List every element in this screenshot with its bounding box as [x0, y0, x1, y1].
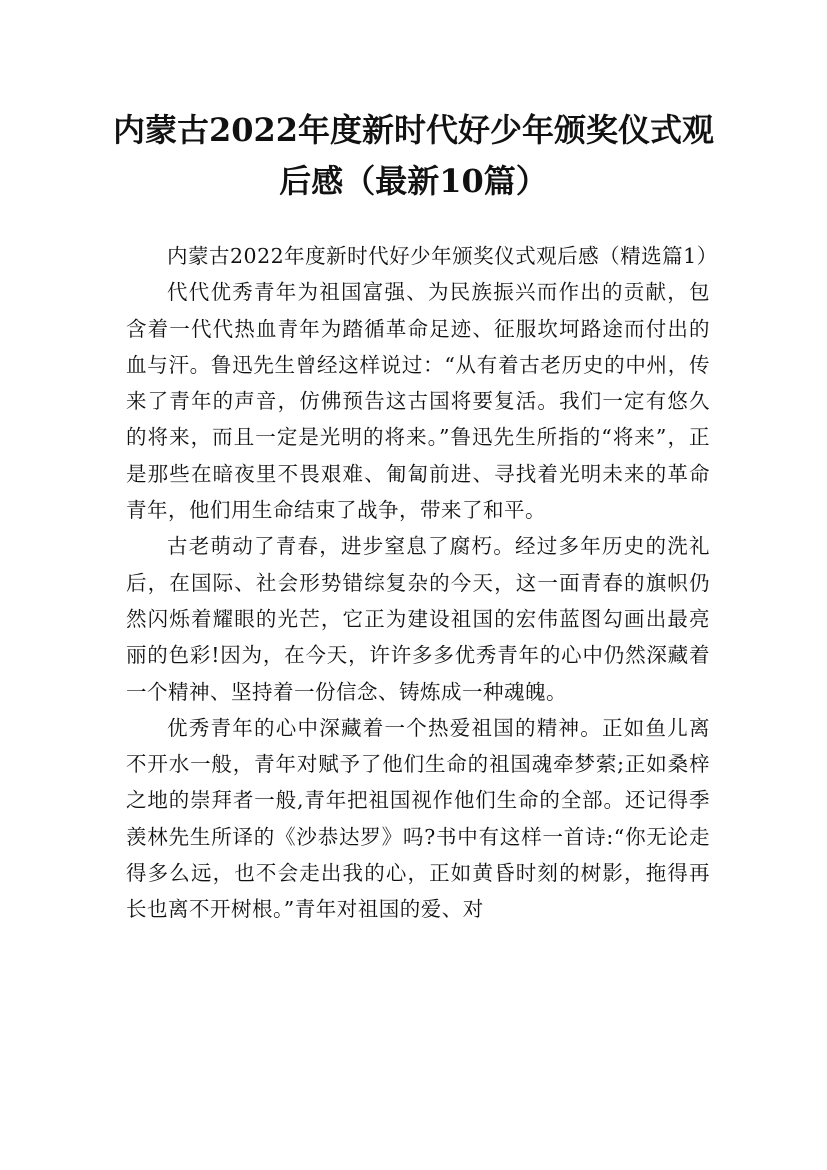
section-heading: 内蒙古2022年度新时代好少年颁奖仪式观后感（精选篇1）	[167, 244, 718, 268]
title-line-2: 后感（最新10篇）	[279, 162, 548, 200]
document-title	[100, 105, 727, 207]
document-body	[126, 238, 718, 928]
paragraph-1: 代代优秀青年为祖国富强、为民族振兴而作出的贡献，包含着一代代热血青年为踏循革命足迹、征服坎坷路途而付出的血与汗。鲁迅先生曾经这样说过：“从有着古老历史的中州，传来了青年的声音，仿佛预告这古国将要复活。我们一定有悠久的将来，而且一定是光明的将来。”鲁迅先生所指的“将来”，正是那些在暗夜里不畏艰难、匍匐前进、寻找着光明未来的革命青年，他们用生命结束了战争，带来了和平。	[126, 280, 710, 523]
paragraph-3: 优秀青年的心中深藏着一个热爱祖国的精神。正如鱼儿离不开水一般，青年对赋予了他们生命的祖国魂牵梦萦;正如桑梓之地的崇拜者一般,青年把祖国视作他们生命的全部。还记得季羡林先生所译的《沙恭达罗》吗?书中有这样一首诗:“你无论走得多么远，也不会走出我的心，正如黄昏时刻的树影，拖得再长也离不开树根。”青年对祖国的爱、对	[126, 715, 710, 922]
paragraph-2: 古老萌动了青春，进步窒息了腐朽。经过多年历史的洗礼后，在国际、社会形势错综复杂的今天，这一面青春的旗帜仍然闪烁着耀眼的光芒，它正为建设祖国的宏伟蓝图勾画出最亮丽的色彩!因为，在今天，许许多多优秀青年的心中仍然深藏着一个精神、坚持着一份信念、铸炼成一种魂魄。	[126, 534, 710, 704]
title-line-1: 内蒙古2022年度新时代好少年颁奖仪式观	[112, 111, 715, 149]
